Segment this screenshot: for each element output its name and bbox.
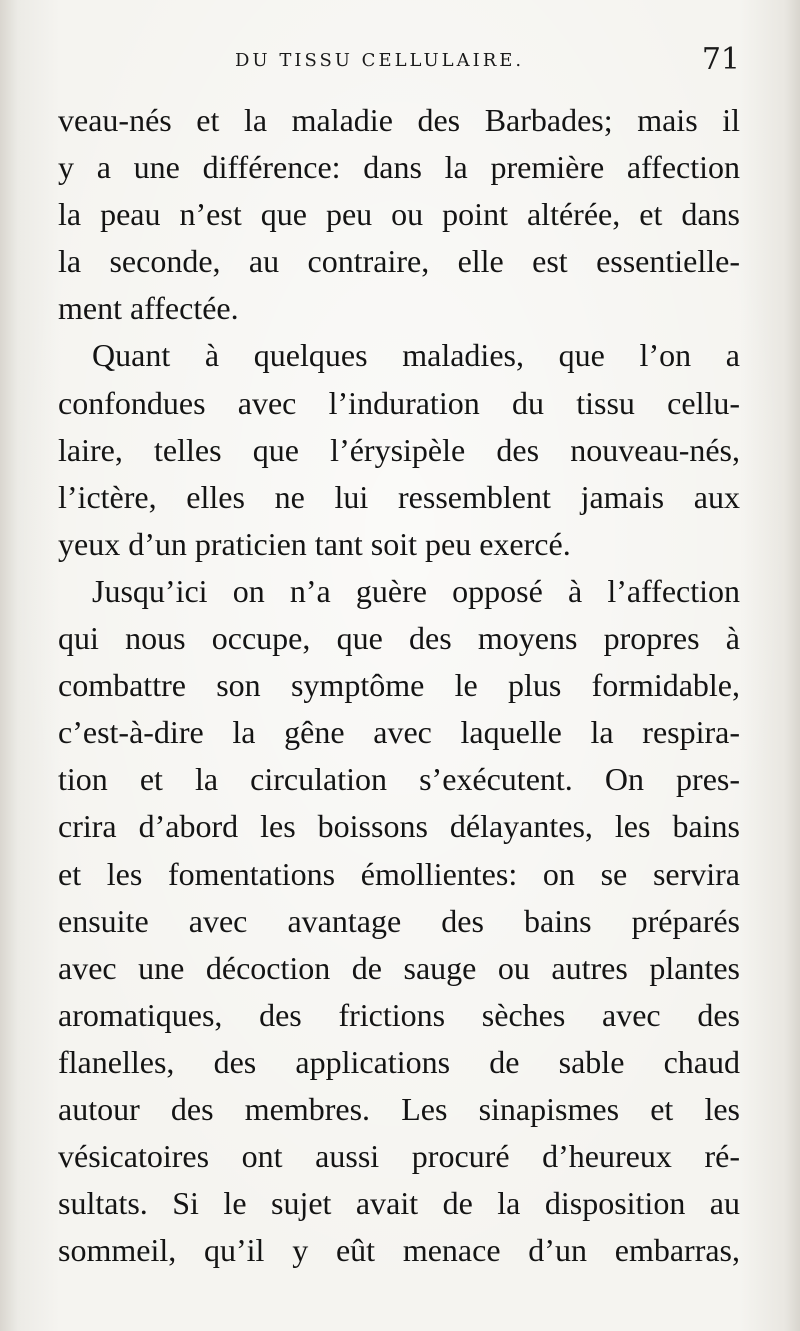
text-line: aromatiques, des frictions sèches avec des bbox=[58, 996, 740, 1033]
text-line: y a une différence: dans la première affection bbox=[58, 149, 740, 186]
text-line: avec une décoction de sauge ou autres plantes bbox=[58, 949, 740, 986]
text-line: et les fomentations émollientes: on se servira bbox=[58, 855, 740, 892]
text-line: qui nous occupe, que des moyens propres à bbox=[58, 620, 740, 657]
running-head: DU TISSU CELLULAIRE. bbox=[235, 50, 525, 71]
text-line: Jusqu’ici on n’a guère opposé à l’affection bbox=[92, 572, 740, 609]
text-line: vésicatoires ont aussi procuré d’heureux ré- bbox=[58, 1138, 740, 1175]
text-line: la seconde, au contraire, elle est essentielle- bbox=[58, 243, 740, 280]
text-line: l’ictère, elles ne lui ressemblent jamais aux bbox=[58, 478, 740, 515]
text-line: flanelles, des applications de sable chaud bbox=[58, 1043, 740, 1080]
text-line: sultats. Si le sujet avait de la disposition au bbox=[58, 1185, 740, 1222]
page-header bbox=[60, 40, 740, 90]
text-line: tion et la circulation s’exécutent. On pres- bbox=[58, 761, 740, 798]
text-line: confondues avec l’induration du tissu cellu- bbox=[58, 384, 740, 421]
text-line: c’est-à-dire la gêne avec laquelle la respira- bbox=[58, 714, 740, 751]
text-line: crira d’abord les boissons délayantes, les bains bbox=[58, 808, 740, 845]
text-line: ment affectée. bbox=[58, 290, 239, 327]
page-number: 71 bbox=[701, 42, 740, 77]
text-line: ensuite avec avantage des bains préparés bbox=[58, 902, 740, 939]
text-line: combattre son symptôme le plus formidable, bbox=[58, 667, 740, 704]
text-line: veau-nés et la maladie des Barbades; mais il bbox=[58, 102, 740, 138]
text-line: Quant à quelques maladies, que l’on a bbox=[92, 337, 740, 374]
text-line: sommeil, qu’il y eût menace d’un embarras, bbox=[58, 1232, 740, 1269]
text-line: laire, telles que l’érysipèle des nouveau-nés, bbox=[58, 431, 740, 468]
text-line: la peau n’est que peu ou point altérée, et dans bbox=[58, 196, 740, 233]
body-text bbox=[58, 97, 740, 1274]
text-line: autour des membres. Les sinapismes et les bbox=[58, 1090, 740, 1127]
text-line: yeux d’un praticien tant soit peu exercé. bbox=[58, 525, 571, 562]
